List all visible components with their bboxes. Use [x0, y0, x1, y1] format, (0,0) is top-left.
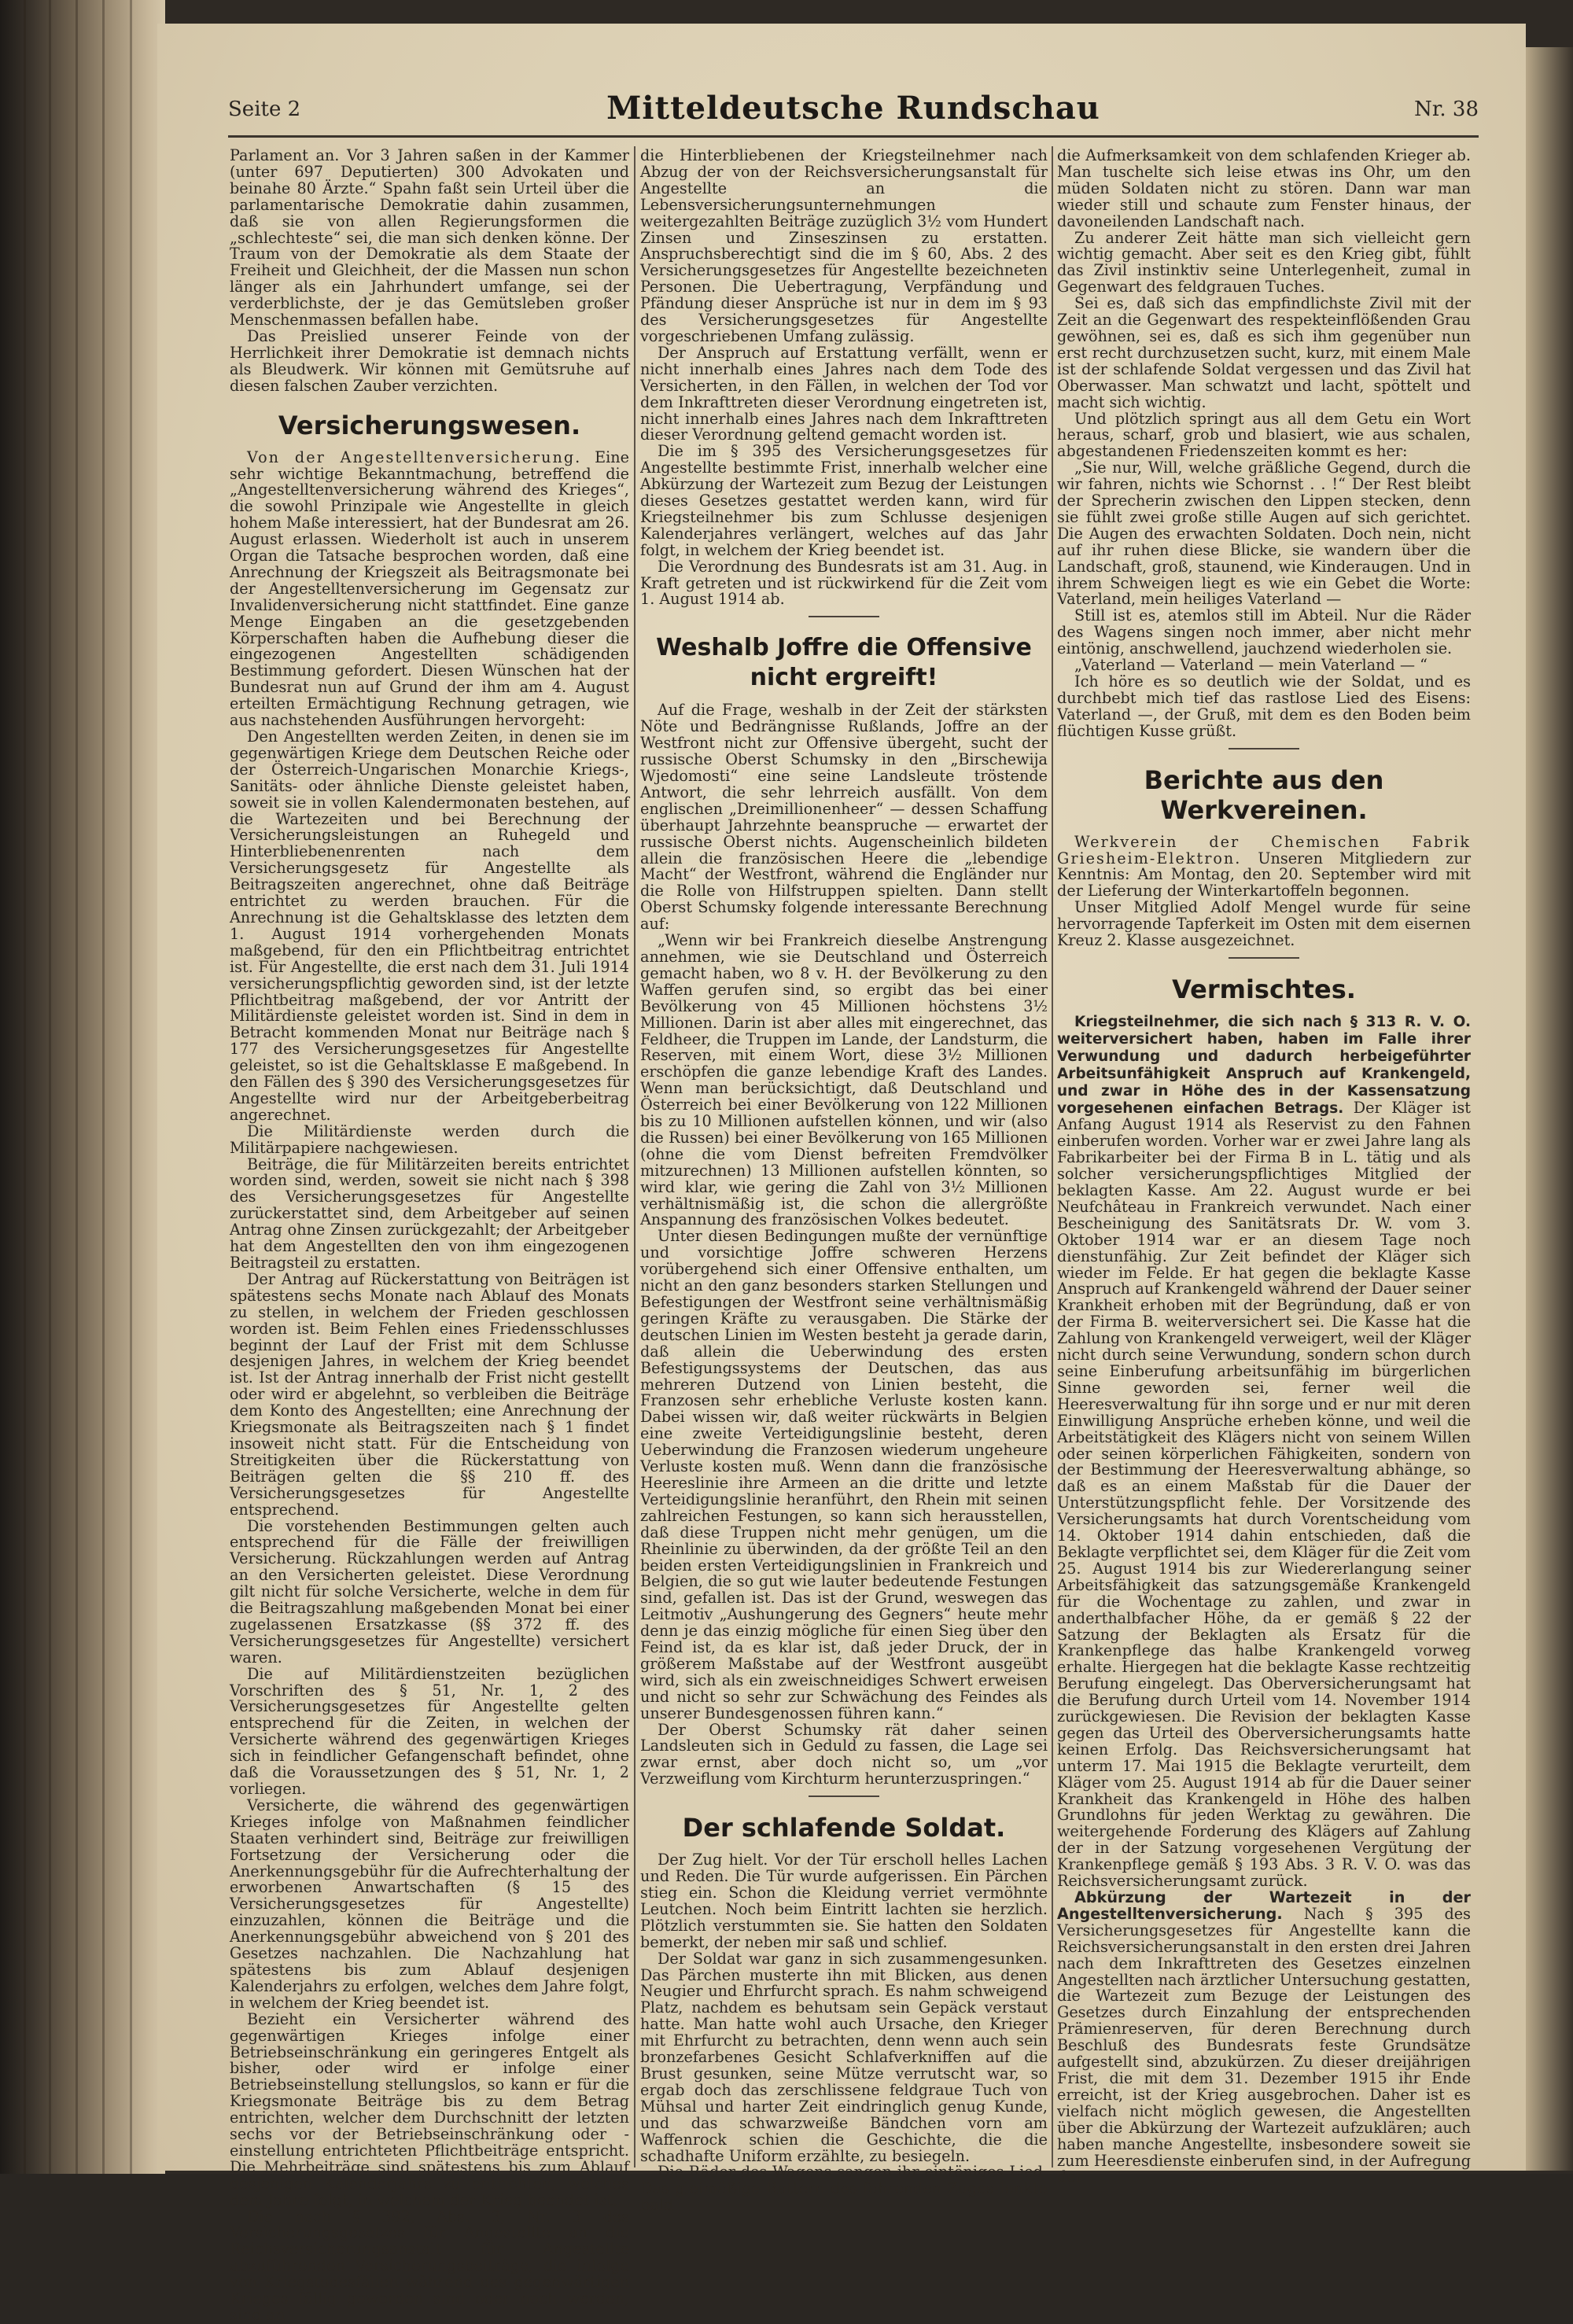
paragraph: Unser Mitglied Adolf Mengel wurde für seine hervorragende Tapferkeit im Osten mit dem eisernen Kreuz 2. Klasse ausgezeichnet. — [1057, 898, 1471, 950]
column-1 — [230, 146, 629, 2324]
separator — [1229, 957, 1299, 959]
paragraph-text: Der Kläger ist Anfang August 1914 als Reservist zu den Fahnen einberufen worden. Vorher war er zwei Jahre lang als Fabrikarbeiter bei der Firma B in L. tätig und als solcher versicherungspflichtiges Mitglied der beklagten Kasse. Am 22. August wurde er bei Neufchâteau in Frankreich verwundet. Nach einer Bescheinigung des Sanitätsrats Dr. W. vom 3. Oktober 1914 war er an diesem Tage noch dienstunfähig. Zur Zeit befindet der Kläger sich wieder im Felde. Er hat gegen die beklagte Kasse Anspruch auf Krankengeld während der Dauer seiner Krankheit erhoben mit der Begründung, daß er von der Firma B. weiterversichert sei. Die Kasse hat die Zahlung von Krankengeld verweigert, weil der Kläger nicht durch seine Verwundung, sondern schon durch seine Einberufung arbeitsunfähig im bürgerlichen Sinne geworden sei, ferner weil die Heeresverwaltung für ihn sorge und er nur mit deren Einwilligung Ansprüche erheben könne, und weil die Arbeitstätigkeit des Klägers nicht von seinem Willen oder seinen körperlichen Fähigkeiten, sondern von der Bestimmung der Heeresverwaltung abhänge, so daß es an einem Maßstab für die Dauer der Unterstützungspflicht fehle. Der Vorsitzende des Versicherungsamts hat durch Vorentscheidung vom 14. Oktober 1914 dahin entschieden, daß die Beklagte verpflichtet sei, dem Kläger für die Zeit vom 25. August 1914 bis zur Wiedererlangung seiner Arbeitsfähigkeit das satzungsgemäße Krankengeld für die Wochentage zu zahlen, und zwar in anderthalbfacher Höhe, da er gemäß § 22 der Satzung der Beklagten als Ersatz für die Krankenpflege das halbe Krankengeld vorweg erhalte. Hiergegen hat die beklagte Kasse rechtzeitig Berufung eingelegt. Das Oberversicherungsamt hat die Berufung durch Urteil vom 14. November 1914 zurückgewiesen. Die Revision der beklagten Kasse gegen das Urteil des Oberversicherungsamts hatte keinen Erfolg. Das Reichsversicherungsamt hat unterm 17. Mai 1915 die Beklagte verurteilt, dem Kläger vom 25. August 1914 ab für die Dauer seiner Krankheit das Krankengeld in Höhe des halben Grundlohns für jeden Werktag zu gewähren. Die weitergehende Forderung des Klägers auf Zahlung der in der Satzung vorgesehenen Vergütung der Krankenpflege gemäß § 193 Abs. 3 R. V. O. was das Reichsversicherungsamt zurück. — [1057, 1098, 1471, 1891]
paragraph: Die Verordnung des Bundesrats ist am 31. Aug. in Kraft getreten und ist rückwirkend für die Zeit vom 1. August 1914 ab. — [640, 557, 1048, 609]
column-divider — [1052, 146, 1053, 2167]
paragraph-text: Nach § 395 des Versicherungsgesetzes für Angestellte kann die Reichsversicherungsanstalt in den ersten drei Jahren nach dem Inkrafttreten des Gesetzes einzelnen Angestellten nach ärztlicher Untersuchung gestatten, die Wartezeit zum Bezuge der Leistungen des Gesetzes durch Einzahlung der entsprechenden Prämienreserven, für deren Berechnung durch Beschluß des Bundesrats feste Grundsätze aufgestellt sind, abzukürzen. Zu dieser dreijährigen Frist, die mit dem 31. Dezember 1915 ihr Ende erreicht, ist der Krieg ausgebrochen. Daher ist es vielfach nicht möglich gewesen, die Angestellten über die Abkürzung der Wartezeit aufzuklären; auch haben manche Angestellte, insbesondere soweit sie zum Heeresdienste einberufen sind, in der Aufregung der — [1057, 1904, 1471, 2186]
paragraph: Der Zug hielt. Vor der Tür erscholl helles Lachen und Reden. Die Tür wurde aufgerissen. Ein Pärchen stieg ein. Schon die Kleidung verriet vermöhnte Leutchen. Noch beim Eintritt lachten sie herzlich. Plötzlich verstummten sie. Sie hatten den Soldaten bemerkt, der neben mir saß und schlief. — [640, 1851, 1048, 1951]
section-heading: Vermischtes. — [1172, 974, 1356, 1004]
separator — [1229, 748, 1299, 749]
paragraph: Der Oberst Schumsky rät daher seinen Landsleuten sich in Geduld zu fassen, die Lage sei zwar ernst, aber doch nicht so, um „vor Verzweiflung vom Kirchturm herunterzuspringen.“ — [640, 1720, 1048, 1788]
paragraph: Der Soldat war ganz in sich zusammengesunken. Das Pärchen musterte ihn mit Blicken, aus denen Neugier und Ehrfurcht sprach. Es nahm schweigend Platz, nachdem es behutsam sein Gepäck verstaut hatte. Man hatte wohl auch Ursache, den Krieger mit Ehrfurcht zu betrachten, denn wenn auch sein bronzefarbenes Gesicht Schlafverkniffen auf die Brust gesunken, seine Mütze verrutscht war, so ergab doch das zerschlissene feldgraue Tuch von Mühsal und harter Zeit eindringlich genug Kunde, und das schwarzweiße Bändchen vorn am Waffenrock schien die Geschichte, die die schadhafte Uniform erzählte, zu besiegeln. — [640, 1949, 1048, 2165]
paragraph: Unter diesen Bedingungen mußte der vernünftige und vorsichtige Joffre schweren Herzens vorübergehend sich einer Offensive enthalten, um nicht an den ganz besonders starken Stellungen und Befestigungen der Westfront seine verhältnismäßig geringen Kräfte zu verausgaben. Die Stärke der deutschen Linien im Westen besteht ja gerade darin, daß allein die Ueberwindung des ersten Befestigungssystems der Deutschen, das aus mehreren Dutzend von Linien besteht, die Franzosen sehr erhebliche Verluste kosten kann. Dabei wissen wir, daß weiter rückwärts in Belgien eine zweite Verteidigungslinie besteht, deren Ueberwindung die Franzosen wiederum ungeheure Verluste kosten muß. Wenn dann die französische Heereslinie ihre Armeen an die dritte und letzte Verteidigungslinie heranführt, den Rhein mit seinen zahlreichen Festungen, so kann sich herausstellen, daß diese Truppen nicht mehr genügen, um die Rheinlinie zu überwinden, da der größte Teil an den beiden ersten Verteidigungslinien in Frankreich und Belgien, die so gut wie lauter bedeutende Festungen sind, gefallen ist. Das ist der Grund, weswegen das Leitmotiv „Aushungerung des Gegners“ heute mehr denn je das einzig mögliche für einen Sieg über den Feind ist, da es klar ist, daß jeder Druck, der in größerem Maßstabe auf der Westfront ausgeübt wird, sich als ein zweischneidiges Schwert erweisen und nicht so sehr zur Schwächung des Feindes als unserer Bundesgenossen führen kann.“ — [640, 1227, 1048, 1722]
separator — [809, 1795, 879, 1797]
paragraph: Den Angestellten werden Zeiten, in denen sie im gegenwärtigen Kriege dem Deutschen Reiche oder der Österreich-Ungarischen Monarchie Kriegs-, Sanitäts- oder ähnliche Dienste geleistet haben, soweit sie in vollen Kalendermonaten bestehen, auf die Wartezeiten und bei Berechnung der Versicherungsleistungen an Ruhegeld und Hinterbliebenenrenten nach dem Versicherungsgesetz für Angestellte als Beitragszeiten angerechnet, ohne daß Beiträge entrichtet zu werden brauchen. Für die Anrechnung ist die Gehaltsklasse des letzten dem 1. August 1914 vorhergehenden Monats maßgebend, für den ein Pflichtbeitrag entrichtet ist. Für Angestellte, die erst nach dem 31. Juli 1914 versicherungspflichtig geworden sind, ist der letzte Pflichtbeitrag maßgebend, der vor Antritt der Militärdienste geleistet worden ist. Sind in dem in Betracht kommenden Monat nur Beiträge nach § 177 des Versicherungsgesetzes für Angestellte geleistet, so ist die Gehaltsklasse E maßgebend. In den Fällen des § 390 des Versicherungsgesetzes für Angestellte wird nur der Arbeitgeberbeitrag angerechnet. — [230, 727, 629, 1124]
page-number: Seite 2 — [228, 98, 301, 121]
page-edge — [24, 0, 26, 2174]
paragraph: Der Antrag auf Rückerstattung von Beiträgen ist spätestens sechs Monate nach Ablauf des Monats zu stellen, in welchem der Frieden geschlossen worden ist. Beim Fehlen eines Friedensschlusses beginnt der Lauf der Frist mit dem Schlusse desjenigen Jahres, in welchem der Krieg beendet ist. Ist der Antrag innerhalb der Frist nicht gestellt oder wird er abgelehnt, so verbleiben die Beiträge dem Konto des Angestellten; eine Anrechnung der Kriegsmonate als Beitragszeiten nach § 1 findet insoweit nicht statt. Für die Entscheidung von Streitigkeiten über die Rückerstattung von Beiträgen gelten die §§ 210 ff. des Versicherungsgesetzes für Angestellte entsprechend. — [230, 1269, 629, 1519]
paragraph: die Hinterbliebenen der Kriegsteilnehmer nach Abzug der von der Reichsversicherungsanstalt für Angestellte an die Lebensversicherungsunternehmungen weitergezahlten Beiträge zuzüglich 3½ vom Hundert Zinsen und Zinseszinsen zu erstatten. Anspruchsberechtigt sind die im § 60, Abs. 2 des Versicherungsgesetzes für Angestellte bezeichneten Personen. Die Uebertragung, Verpfändung und Pfändung dieser Ansprüche ist nur in dem im § 93 des Versicherungsgesetzes für Angestellte vorgeschriebenen Umfang zulässig. — [640, 146, 1048, 345]
column-3 — [1057, 146, 1471, 2186]
paragraph: Still ist es, atemlos still im Abteil. Nur die Räder des Wagens singen noch immer, aber nicht mehr eintönig, anschwellend, jauchzend wiederholen sie. — [1057, 606, 1471, 658]
page-edge — [102, 0, 105, 2174]
paragraph-lead: Abkürzung der Wartezeit in der Angestelltenversicherung. — [1057, 1888, 1471, 1923]
paragraph — [1057, 1890, 1471, 2186]
paragraph: Die vorstehenden Bestimmungen gelten auch entsprechend für die Fälle der freiwilligen Versicherung. Rückzahlungen werden auf Antrag an den Versicherten geleistet. Diese Verordnung gilt nicht für solche Versicherte, welche in dem für die Beitragszahlung maßgebenden Monat bei einer zugelassenen Ersatzkasse (§§ 372 ff. des Versicherungsgesetzes für Angestellte) versichert waren. — [230, 1516, 629, 1667]
paragraph: Die auf Militärdienstzeiten bezüglichen Vorschriften des § 51, Nr. 1, 2 des Versicherungsgesetzes für Angestellte gelten entsprechend für die Zeiten, in welchen der Versicherte während des gegenwärtigen Krieges sich in feindlicher Gefangenschaft befindet, ohne daß die Voraussetzungen des § 51, Nr. 1, 2 vorliegen. — [230, 1664, 629, 1798]
paragraph: die Aufmerksamkeit von dem schlafenden Krieger ab. Man tuschelte sich leise etwas ins Ohr, um den müden Soldaten nicht zu stören. Dann war man wieder still und schaute zum Fenster hinaus, der davoneilenden Landschaft nach. — [1057, 146, 1471, 230]
separator — [809, 616, 879, 617]
paragraph — [1057, 1014, 1471, 1890]
section-heading: Berichte aus den Werkvereinen. — [1144, 764, 1384, 825]
column-2 — [640, 146, 1048, 2215]
newspaper-title: Mitteldeutsche Rundschau — [606, 90, 1100, 127]
paragraph-lead: Von der Angestelltenversicherung. — [247, 447, 582, 466]
page-right-edge — [1526, 47, 1573, 2171]
paragraph: Auf die Frage, weshalb in der Zeit der stärksten Nöte und Bedrängnisse Rußlands, Joffre an der Westfront nicht zur Offensive übergeht, sucht der russische Oberst Schumsky in den „Birschewija Wjedomosti“ eine seine Landsleute tröstende Antwort, die sehr lehrreich ausfällt. Von dem englischen „Dreimillionenheer“ — dessen Schaffung überhaupt Jahrzehnte beanspruche — erwartet der russische Oberst nichts. Augenscheinlich bildeten allein die französischen Heere die „lebendige Macht“ der Westfront, während die Engländer nur die Rolle von Hilfstruppen spielten. Dann stellt Oberst Schumsky folgende interessante Berechnung auf: — [640, 701, 1048, 934]
paragraph: Versicherte, die während des gegenwärtigen Krieges infolge von Maßnahmen feindlicher Staaten verhindert sind, Beiträge zur freiwilligen Fortsetzung der Versicherung oder die Anerkennungsgebühr für die Aufrechterhaltung der erworbenen Anwartschaften (§ 15 des Versicherungsgesetzes für Angestellte) einzuzahlen, können die Beiträge und die Anerkennungsgebühr abweichend von § 201 des Gesetzes nachzahlen. Die Nachzahlung hat spätestens bis zum Ablauf desjenigen Kalenderjahrs zu erfolgen, welches dem Jahre folgt, in welchem der Krieg beendet ist. — [230, 1795, 629, 2012]
paragraph-text: Unseren Mitgliedern zur Kenntnis: Am Montag, den 20. September wird mit der Lieferung der Winterkartoffeln begonnen. — [1057, 849, 1471, 901]
paragraph: Die Räder des Wagens sangen ihr eintöniges Lied. Das gleimäßige Rattern des fahrenden Zuges lenkte bald — [640, 2163, 1048, 2215]
paragraph: Sei es, daß sich das empfindlichste Zivil mit der Zeit an die Gegenwart des respekteinflößenden Grau gewöhnen, sei es, daß es sich ihm gegenüber nun erst recht durchzusetzen sucht, kurz, mit einem Male ist der schlafende Soldat vergessen und das Zivil hat Oberwasser. Man schwatzt und lacht, spöttelt und macht sich wichtig. — [1057, 294, 1471, 411]
paragraph: Die nach § 392, Abs. 3, Nr. 3 des Versicherungsgesetzes für Angestellte an die Reichsversicherungsanstalt für Angestellte abzuführenden Versicherungsbeiträge, die infolge von Kriegstodesfällen während des gegenwärtigen Krieges fällig geworden sind oder noch werden, sind an — [230, 2207, 629, 2324]
paragraph-text: Eine sehr wichtige Bekanntmachung, betreffend die „Angestelltenversicherung während des Krieges“, die sowohl Prinzipale wie Angestellte in gleich hohem Maße interessiert, hat der Bundesrat am 26. August erlassen. Wiederholt ist auch in unserem Organ die Tatsache besprochen worden, daß eine Anrechnung der Kriegszeit als Beitragsmonate bei der Angestelltenversicherung im Gegensatz zur Invalidenversicherung nicht stattfindet. Eine ganze Menge Eingaben an die gesetzgebenden Körperschaften haben die Aufhebung dieser die eingezogenen Angestellten schädigenden Bestimmung gefordert. Diesen Wünschen hat der Bundesrat nun auf Grund der ihm am 4. August erteilten Ermächtigung Rechnung getragen, wie aus nachstehenden Ausführungen hervorgeht: — [230, 447, 629, 730]
paragraph: Bezieht ein Versicherter während des gegenwärtigen Krieges infolge einer Betriebseinschränkung ein geringeres Entgelt als bisher, oder wird er infolge einer Betriebseinstellung stellungslos, so kann er für die Kriegsmonate Beiträge bis zu dem Betrag entrichten, welcher dem Durchschnitt der letzten sechs vor der Betriebseinschränkung oder -einstellung entrichteten Pflichtbeiträge entspricht. Die Mehrbeiträge sind spätestens bis zum Ablauf desjenigen Kalenderjahrs zu entrichten, welches dem Jahre folgt, in welchem der Krieg beendet ist. — [230, 2009, 629, 2209]
page-edge — [49, 0, 51, 2174]
article-heading: Weshalb Joffre die Offensive nicht ergreift! — [656, 634, 1032, 692]
paragraph — [1057, 834, 1471, 901]
paragraph: Das Preislied unserer Feinde von der Herrlichkeit ihrer Demokratie ist demnach nichts als Bleudwerk. Wir können mit Gemütsruhe auf diesen falschen Zauber verzichten. — [230, 326, 629, 395]
paragraph: Ich höre es so deutlich wie der Soldat, und es durchbebt mich tief das rastlose Lied des Eisens: Vaterland —, der Gruß, mit dem es den Boden beim flüchtigen Kusse grüßt. — [1057, 672, 1471, 740]
paragraph: „Sie nur, Will, welche gräßliche Gegend, durch die wir fahren, nichts wie Schornst . . !“ Der Rest bleibt der Sprecherin zwischen den Lippen stecken, denn sie fühlt zwei große stille Augen auf sich gerichtet. Die Augen des erwachten Soldaten. Doch nein, nicht auf ihr ruhen diese Blicke, sie wandern über die Landschaft, groß, staunend, wie Kinderaugen. Und in ihrem Schweigen liegt es wie ein Gebet die Worte: Vaterland, mein heiliges Vaterland — — [1057, 459, 1471, 609]
page-edge — [130, 0, 132, 2174]
paragraph: Parlament an. Vor 3 Jahren saßen in der Kammer (unter 697 Deputierten) 300 Advokaten und beinahe 80 Ärzte.“ Spahn faßt sein Urteil über die parlamentarische Demokratie dahin zusammen, daß sie von allen Regierungsformen die „schlechteste“ sei, die man sich denken könne. Der Traum von der Demokratie als dem Staate der Freiheit und Gleichheit, der die Massen nun schon länger als ein Jahrhundert umfange, sei der verderblichste, der je das Gemütsleben großer Menschenmassen befallen habe. — [230, 146, 629, 330]
page-header — [228, 87, 1479, 132]
paragraph: Der Anspruch auf Erstattung verfällt, wenn er nicht innerhalb eines Jahres nach dem Tode des Versicherten, in den Fällen, in welchen der Tod vor dem Inkrafttreten dieser Verordnung eingetreten ist, nicht innerhalb eines Jahres nach dem Inkrafttreten dieser Verordnung geltend gemacht worden ist. — [640, 343, 1048, 444]
paragraph: Beiträge, die für Militärzeiten bereits entrichtet worden sind, werden, soweit sie nicht nach § 398 des Versicherungsgesetzes für Angestellte zurückerstattet sind, dem Arbeitgeber auf seinen Antrag ohne Zinsen zurückgezahlt; der Arbeitgeber hat dem Angestellten den von ihm eingezogenen Beitragsteil zu erstatten. — [230, 1155, 629, 1272]
book-spine — [0, 0, 165, 2174]
paragraph: „Vaterland — Vaterland — mein Vaterland — “ — [1074, 656, 1427, 675]
column-divider — [634, 146, 635, 2167]
paragraph-lead: Werkverein der Chemischen Fabrik Griesheim-Elektron. — [1057, 832, 1471, 867]
header-rule — [228, 135, 1479, 138]
paragraph: Die Militärdienste werden durch die Militärpapiere nachgewiesen. — [230, 1121, 629, 1157]
paragraph-lead: Kriegsteilnehmer, die sich nach § 313 R. V. O. weiterversichert haben, haben im Falle ihrer Verwundung und dadurch herbeigeführter Arbeitsunfähigkeit Anspruch auf Krankengeld, und zwar in Höhe des in der Kassensatzung vorgesehenen einfachen Betrags. — [1057, 1013, 1471, 1117]
paragraph: „Wenn wir bei Frankreich dieselbe Anstrengung annehmen, wie sie Deutschland und Österreich gemacht haben, wo 8 v. H. der Bevölkerung zu den Waffen gerufen sind, so ergibt das bei einer Bevölkerung von 45 Millionen höchstens 3½ Millionen. Darin ist aber alles mit eingerechnet, das Feldheer, die Truppen im Lande, der Landsturm, die Reserven, mit einem Wort, diese 3½ Millionen erschöpfen die ganze lebendige Kraft des Landes. Wenn man berücksichtigt, daß Deutschland und Österreich bei einer Bevölkerung von 122 Millionen bis zu 10 Millionen aufstellen können, und wir (also die Russen) bei einer Bevölkerung von 165 Millionen (ohne die vom Dienst befreiten Fremdvölker mitzurechnen) 13 Millionen aufstellen könnten, so wird klar, wie gering die Zahl von 3½ Millionen verhältnismäßig ist, die schon die allergrößte Anspannung des französischen Volkes bedeutet. — [640, 931, 1048, 1229]
paragraph: Und plötzlich springt aus all dem Getu ein Wort heraus, scharf, grob und blasiert, wie aus schalen, abgestandenen Friedenszeiten kommt es her: — [1057, 409, 1471, 461]
issue-number: Nr. 38 — [1414, 98, 1479, 121]
article-heading: Der schlafende Soldat. — [682, 1813, 1006, 1843]
paragraph — [230, 447, 629, 730]
section-heading: Versicherungswesen. — [278, 410, 581, 440]
paragraph: Die im § 395 des Versicherungsgesetzes für Angestellte bestimmte Frist, innerhalb welcher eine Abkürzung der Wartezeit zum Bezug der Leistungen dieses Gesetzes gestattet werden kann, wird für Kriegsteilnehmer bis zum Schlusse desjenigen Kalenderjahres verlängert, welches auf das Jahr folgt, in welchem der Krieg beendet ist. — [640, 442, 1048, 559]
paragraph: Zu anderer Zeit hätte man sich vielleicht gern wichtig gemacht. Aber seit es den Krieg gibt, fühlt das Zivil instinktiv seine Unterlegenheit, zumal in Gegenwart des feldgrauen Tuches. — [1057, 228, 1471, 296]
page-edge — [76, 0, 78, 2174]
